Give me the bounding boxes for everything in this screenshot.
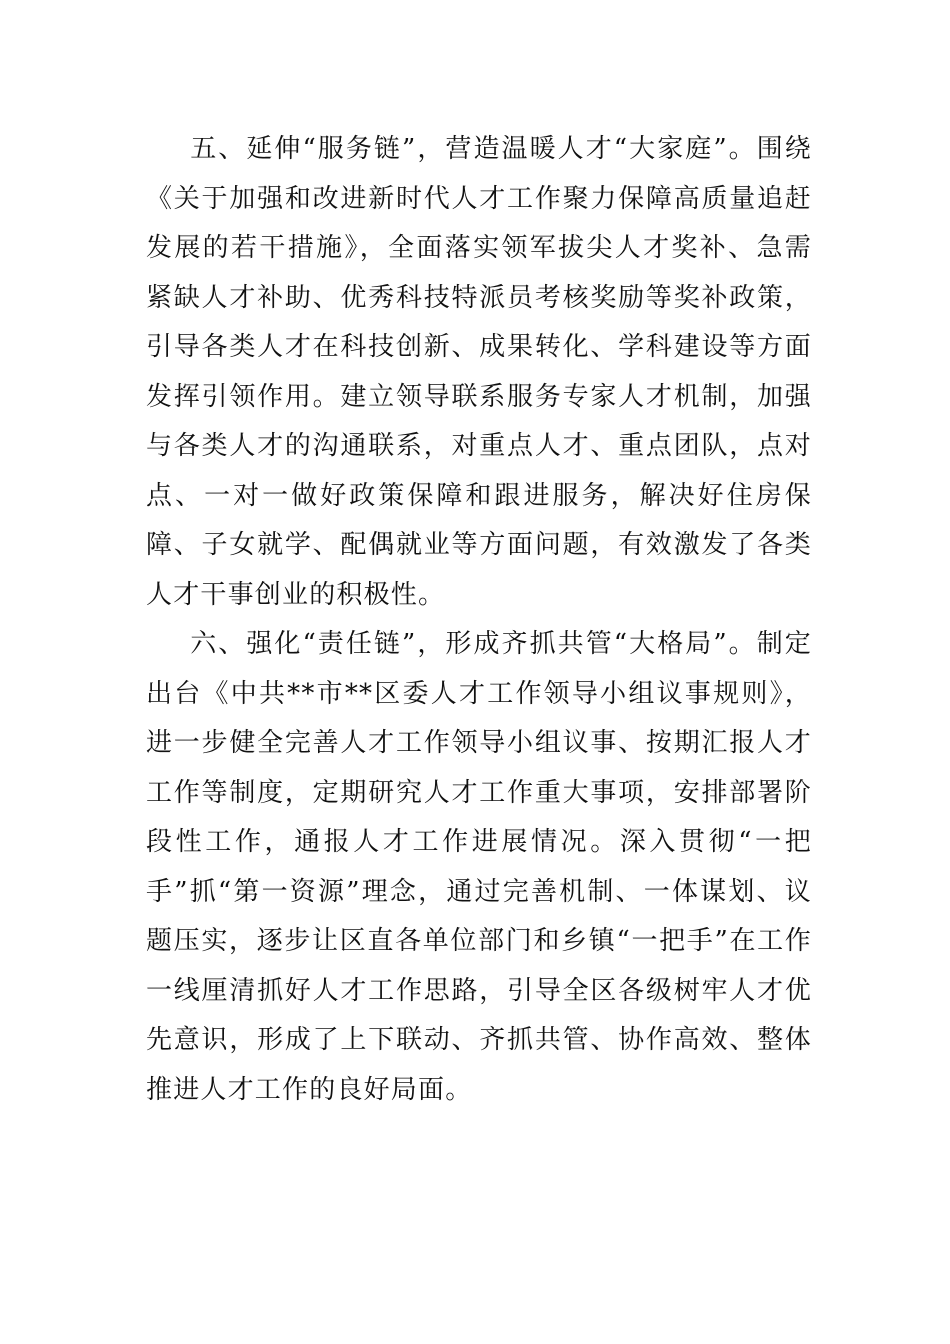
paragraph-service-chain: 五、延伸“服务链”，营造温暖人才“大家庭”。围绕《关于加强和改进新时代人才工作聚力保障高质量追赶发展的若干措施》，全面落实领军拔尖人才奖补、急需紧缺人才补助、优秀科技特派员考核奖励等奖补政策，引导各类人才在科技创新、成果转化、学科建设等方面发挥引领作用。建立领导联系服务专家人才机制，加强与各类人才的沟通联系，对重点人才、重点团队，点对点、一对一做好政策保障和跟进服务，解决好住房保障、子女就学、配偶就业等方面问题，有效激发了各类人才干事创业的积极性。 (146, 134, 812, 610)
paragraph-responsibility-chain: 六、强化“责任链”，形成齐抓共管“大格局”。制定出台《中共**市**区委人才工作领导小组议事规则》，进一步健全完善人才工作领导小组议事、按期汇报人才工作等制度，定期研究人才工作重大事项，安排部署阶段性工作，通报人才工作进展情况。深入贯彻“一把手”抓“第一资源”理念，通过完善机制、一体谋划、议题压实，逐步让区直各单位部门和乡镇“一把手”在工作一线厘清抓好人才工作思路，引导全区各级树牢人才优先意识，形成了上下联动、齐抓共管、协作高效、整体推进人才工作的良好局面。 (146, 629, 812, 1105)
document-body (146, 125, 812, 1115)
